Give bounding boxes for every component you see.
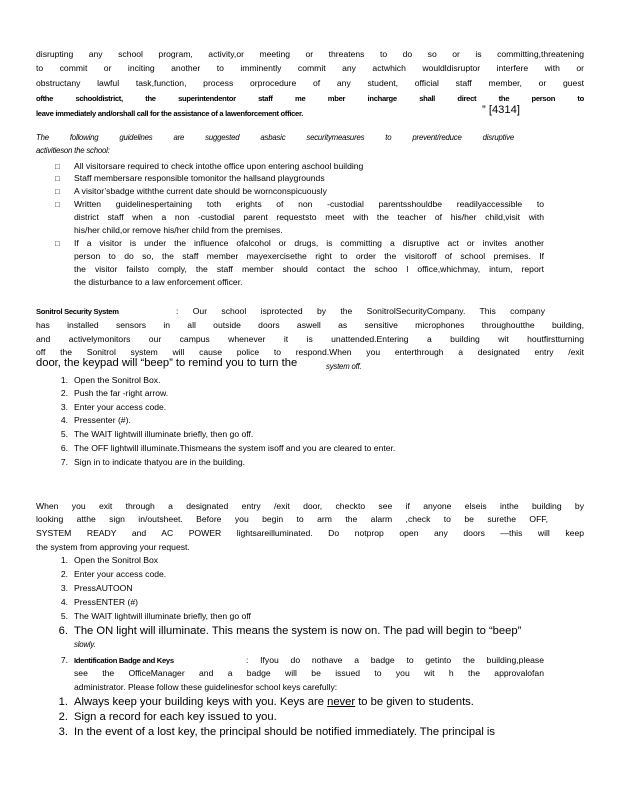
list-number: 7. [60,655,68,665]
list-number: 1. [58,696,68,708]
list-number: 4. [60,597,68,607]
body-text-line: door, the keypad will “beep” to remind you to turn the [36,358,298,369]
list-item: The WAIT lightwill illuminate briefly, then go off. [74,429,254,439]
section-heading: Sonitrol Security System [36,307,119,316]
body-text-line: : Ifyou do nothave a badge to getinto the building,please [246,655,544,665]
body-text-line: SYSTEM READY and AC POWER lightsareilluminated. Do notprop open any doors —this will keep [36,528,584,538]
list-number: 6. [58,625,68,637]
list-item [74,695,544,709]
section-heading: Identification Badge and Keys [74,656,174,665]
body-text-line: see the OfficeManager and a badge will be issued to you wit h the approvalofan [74,668,544,678]
list-item: Enter your access code. [74,569,167,579]
list-number: 1. [60,375,68,385]
list-item: Sign a record for each key issued to you. [74,711,277,723]
body-text-line: has installed sensors in all outside doors aswell as sensitive microphones throughoutthe building, [36,320,584,330]
list-item: PressENTER (#) [74,597,138,607]
list-item: The OFF lightwill illuminate.Thismeans the system isoff and you are cleared to enter. [74,443,396,453]
list-number: 3. [60,402,68,412]
body-text-line: ofthe schooldistrict, the superintendentor staff me mber incharge shall direct the person to [36,94,584,103]
list-item: the visitor failsto comply, the staff member should contact the schoo l office,whichmay, intum, report [74,264,544,274]
guidelines-intro: The following guidelines are suggested asbasic securitymeasures to prevent/reduce disruptive [36,133,514,142]
list-number: 4. [60,415,68,425]
body-text-line: obstructany lawful task,function, process orprocedure of any student, official staff member, or guest [36,78,584,88]
body-text-line: When you exit through a designated entry /exit door, checkto see if anyone elseis inthe building by [36,501,584,511]
body-text-line: to commit or inciting another to imminently commit any actwhich wouldldisruptor interfere with or [36,63,584,73]
guidelines-intro: activitieson the school: [36,146,110,155]
list-item: his/her child,or remove his/her child from the premises. [74,225,283,235]
list-item: Open the Sonitrol Box. [74,375,161,385]
body-text-line: leave immediately and/orshall call for the assistance of a lawenforcement officer. [36,109,304,118]
list-item: A visitor’sbadge withthe current date should be wornconspicuously [74,186,327,196]
list-item: Staff membersare responsible tomonitor the hallsand playgrounds [74,173,325,183]
list-number: 5. [60,429,68,439]
body-text-line: and activelymonitors our campus whenever it is unattended.Entering a building wit houtfirstturning [36,334,584,344]
list-item: The ON light will illuminate. This means the system is now on. The pad will begin to “beep” [74,625,522,637]
body-text-line: off the Sonitrol system will cause police to respond.When you enterthrough a designated entry /exit [36,347,584,357]
list-item: If a visitor is under the influence ofalcohol or drugs, is committing a disruptive act or invites another [74,238,544,248]
list-number: 2. [58,711,68,723]
bullet-icon: □ [55,187,60,196]
list-number: 5. [60,611,68,621]
list-item: Written guidelinespertaining toth erights of non -custodial parentsshouldbe readilyaccessible to [74,199,544,209]
list-item: person to do so, the staff member mayexercisethe right to order the visitoroff of school premises. If [74,251,544,261]
list-item: district staff when a non -custodial parent requeststo meet with the teacher of his/her child,visit with [74,212,544,222]
list-item: the disturbance to a law enforcement officer. [74,277,243,287]
list-number: 2. [60,388,68,398]
body-text-line: administrator. Please follow these guidelinesfor school keys carefully: [74,682,338,692]
bullet-icon: □ [55,239,60,248]
list-item: All visitorsare required to check intothe office upon entering aschool building [74,161,364,171]
list-item: In the event of a lost key, the principal should be notified immediately. The principal is [74,726,496,738]
list-item: Pressenter (#). [74,415,131,425]
body-text-line: : Our school isprotected by the SonitrolSecurityCompany. This company [176,306,545,316]
list-item: PressAUTOON [74,583,133,593]
list-item: Enter your access code. [74,402,167,412]
list-item: Push the far -right arrow. [74,388,169,398]
list-number: 6. [60,443,68,453]
bullet-icon: □ [55,162,60,171]
reference-number: ” [4314] [482,105,520,116]
list-number: 3. [58,726,68,738]
body-text-line: system off. [326,362,362,371]
bullet-icon: □ [55,174,60,183]
list-item: Sign in to indicate thatyou are in the building. [74,457,246,467]
bullet-icon: □ [55,200,60,209]
list-item-text: to be given to students. [355,696,474,708]
body-text-line: disrupting any school program, activity,or meeting or threatens to do so or is committing,threatening [36,49,584,59]
body-text-line: looking atthe sign in/outsheet. Before you begin to arm the alarm ,check to be surethe OFF, [36,514,548,524]
list-number: 7. [60,457,68,467]
list-number: 3. [60,583,68,593]
list-number: 1. [60,555,68,565]
list-item: Open the Sonitrol Box [74,555,159,565]
body-text-line: the system from approving your request. [36,542,190,552]
list-item: slowly. [74,640,96,649]
list-item-text: Always keep your building keys with you. Keys are [74,696,328,708]
list-number: 2. [60,569,68,579]
emphasis-never: never [327,696,356,708]
list-item: The WAIT lightwill illuminate briefly, then go off [74,611,251,621]
